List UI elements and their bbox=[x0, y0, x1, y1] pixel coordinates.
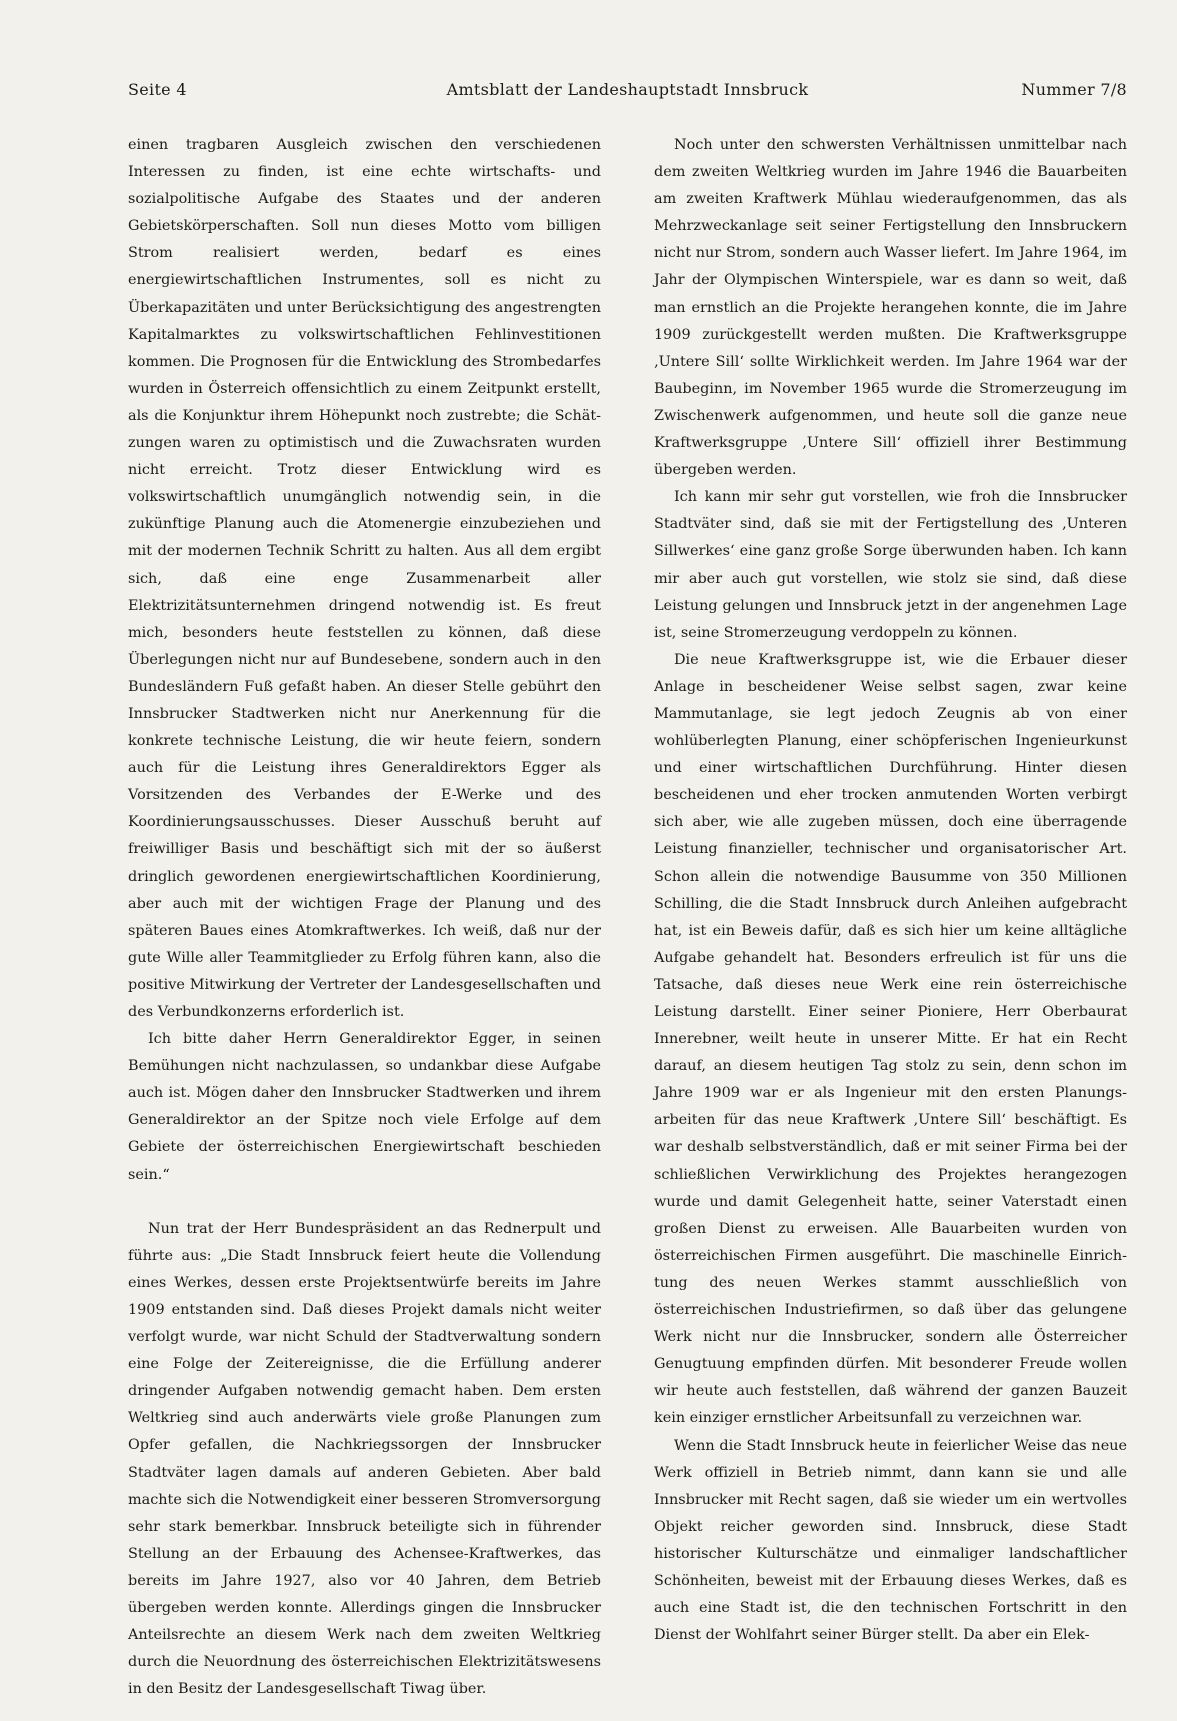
paragraph: Ich bitte daher Herrn Generaldirektor Egger, in seinen Bemühungen nicht nachzulassen, so undankbar diese Aufgabe auch ist. Mögen daher den Innsbrucker Stadtwerken und ihrem Generaldirektor an der Spitze noch viele Erfolge auf dem Gebiete der österreichischen Energiewirtschaft beschieden sein.“ bbox=[128, 1031, 601, 1183]
paragraph: Die neue Kraftwerksgruppe ist, wie die Erbauer dieser Anlage in bescheidener Weise selbst sagen, zwar keine Mammutanlage, sie legt jedoch Zeugnis ab von einer wohlüberlegten Planung, einer schöpferischen Ingenieurkunst und einer wirtschaftlichen Durchführung. Hinter diesen bescheidenen und eher trocken anmutenden Worten verbirgt sich aber, wie alle zugeben müssen, doch eine überragende Leistung finanzieller, technischer und organisatorischer Art. Schon allein die notwendige Bausumme von 350 Millionen Schilling, die die Stadt Innsbruck durch Anleihen aufgebracht hat, ist ein Beweis dafür, daß es sich hier um keine alltägliche Aufgabe gehandelt hat. Besonders erfreulich ist für uns die Tatsache, daß dieses neue Werk eine rein österreichische Leistung darstellt. Einer seiner Pioniere, Herr Oberbaurat Innerebner, weilt heute in unserer Mitte. Er hat ein Recht darauf, an diesem heutigen Tag stolz zu sein, denn schon im Jahre 1909 war er als Ingenieur mit den ersten Planungsarbeiten für das neue Kraftwerk ‚Untere Sill‘ beschäftigt. Es war deshalb selbstverständlich, daß er mit seiner Firma bei der schließlichen Verwirklichung des Projektes herangezogen wurde und damit Gelegenheit hatte, seiner Vaterstadt einen großen Dienst zu erweisen. Alle Bauarbeiten wurden von österreichischen Firmen ausgeführt. Die maschinelle Einrichtung des neuen Werkes stammt ausschließlich von österreichischen Industriefirmen, so daß über das gelungene Werk nicht nur die Innsbrucker, sondern alle Österreicher Genugtuung empfinden dürfen. Mit besonderer Freude wollen wir heute auch feststellen, daß während der ganzen Bauzeit kein einziger ernstlicher Arbeitsunfall zu verzeichnen war. bbox=[654, 651, 1127, 1427]
paragraph: Wenn die Stadt Innsbruck heute in feierlicher Weise das neue Werk offiziell in Betrieb nimmt, dann kann sie und alle Innsbrucker mit Recht sagen, daß sie wieder um ein wertvolles Objekt reicher geworden sind. Innsbruck, diese Stadt historischer Kulturschätze und einmaliger landschaftlicher Schönheiten, beweist mit der Erbauung dieses Werkes, daß es auch eine Stadt ist, die den technischen Fortschritt in den Dienst der Wohlfahrt seiner Bürger stellt. Da aber ein Elek- bbox=[654, 1437, 1127, 1644]
paragraph: Noch unter den schwersten Verhältnissen unmittelbar nach dem zweiten Weltkrieg wurden im Jahre 1946 die Bauarbeiten am zweiten Kraftwerk Mühlau wiederaufgenommen, das als Mehrzweckanlage seit seiner Fertigstellung den Innsbruckern nicht nur Strom, sondern auch Wasser liefert. Im Jahre 1964, im Jahr der Olympischen Winterspiele, war es dann so weit, daß man ernstlich an die Projekte herangehen konnte, die im Jahre 1909 zurückgestellt werden mußten. Die Kraftwerksgruppe ‚Untere Sill‘ sollte Wirklichkeit werden. Im Jahre 1964 war der Baubeginn, im November 1965 wurde die Stromerzeugung im Zwischenwerk aufgenommen, und heute soll die ganze neue Kraftwerksgruppe ‚Untere Sill‘ offiziell ihrer Bestimmung übergeben werden. bbox=[654, 137, 1127, 479]
paragraph: einen tragbaren Ausgleich zwischen den verschiedenen Interessen zu finden, ist eine echte wirtschafts- und sozialpolitische Aufgabe des Staates und der anderen Gebietskörperschaften. Soll nun dieses Motto vom billigen Strom realisiert werden, bedarf es eines energiewirtschaftlichen Instrumentes, soll es nicht zu Überkapazitäten und unter Berücksichtigung des angestrengten Kapitalmarktes zu volkswirtschaftlichen Fehlinvestitionen kommen. Die Prognosen für die Entwicklung des Strombedarfes wurden in Österreich offensichtlich zu einem Zeitpunkt erstellt, als die Konjunktur ihrem Höhepunkt noch zustrebte; die Schätzungen waren zu optimistisch und die Zuwachsraten wurden nicht erreicht. Trotz dieser Entwicklung wird es volkswirtschaftlich unumgänglich notwendig sein, in die zukünftige Planung auch die Atomenergie einzubeziehen und mit der modernen Technik Schritt zu halten. Aus all dem ergibt sich, daß eine enge Zusammenarbeit aller Elektrizitätsunternehmen dringend notwendig ist. Es freut mich, besonders heute feststellen zu können, daß diese Überlegungen nicht nur auf Bundesebene, sondern auch in den Bundesländern Fuß gefaßt haben. An dieser Stelle gebührt den Innsbrucker Stadtwerken nicht nur Anerkennung für die konkrete technische Leistung, die wir heute feiern, sondern auch für die Leistung ihres Generaldirektors Egger als Vorsitzenden des Verbandes der E-Werke und des Koordinierungsausschusses. Dieser Ausschuß beruht auf freiwilliger Basis und beschäftigt sich mit der so äußerst dringlich gewordenen energiewirtschaftlichen Koordinierung, aber auch mit der wichtigen Frage der Planung und des späteren Baues eines Atomkraftwerkes. Ich weiß, daß nur der gute Wille aller Teammitglieder zu Erfolg führen kann, also die positive Mitwirkung der Vertreter der Landesgesellschaften und des Verbundkonzerns erforderlich ist. bbox=[128, 137, 601, 1020]
publication-title: Amtsblatt der Landeshauptstadt Innsbruck bbox=[446, 80, 809, 99]
paragraph: Nun trat der Herr Bundespräsident an das Rednerpult und führte aus: „Die Stadt Innsbruck feiert heute die Vollendung eines Werkes, dessen erste Projektsentwürfe bereits im Jahre 1909 entstanden sind. Daß dieses Projekt damals nicht weiter verfolgt wurde, war nicht Schuld der Stadtverwaltung sondern eine Folge der Zeitereignisse, die die Erfüllung anderer dringender Aufgaben notwendig gemacht haben. Dem ersten Weltkrieg sind auch anderwärts viele große Planungen zum Opfer gefallen, die Nachkriegssorgen der Innsbrucker Stadtväter lagen damals auf anderen Gebieten. Aber bald machte sich die Notwendigkeit einer besseren Stromversorgung sehr stark bemerkbar. Innsbruck beteiligte sich in führender Stellung an der Erbauung des Achensee-Kraftwerkes, das bereits im Jahre 1927, also vor 40 Jahren, dem Betrieb übergeben werden konnte. Allerdings gingen die Innsbrucker Anteilsrechte an diesem Werk nach dem zweiten Weltkrieg durch die Neuordnung des österreichischen Elektrizitätswesens in den Besitz der Landesgesellschaft Tiwag über. bbox=[128, 1220, 601, 1698]
page-number: Seite 4 bbox=[128, 80, 187, 99]
paragraph: Ich kann mir sehr gut vorstellen, wie froh die Innsbrucker Stadtväter sind, daß sie mit der Fertigstellung des ‚Unteren Sillwerkes‘ eine ganz große Sorge überwunden haben. Ich kann mir aber auch gut vorstellen, wie stolz sie sind, daß diese Leistung gelungen und Innsbruck jetzt in der angenehmen Lage ist, seine Stromerzeugung verdoppeln zu können. bbox=[654, 489, 1127, 641]
right-column bbox=[654, 132, 1127, 1649]
left-column bbox=[128, 132, 601, 1703]
issue-number: Nummer 7/8 bbox=[1021, 80, 1127, 99]
page-header bbox=[128, 80, 1127, 104]
